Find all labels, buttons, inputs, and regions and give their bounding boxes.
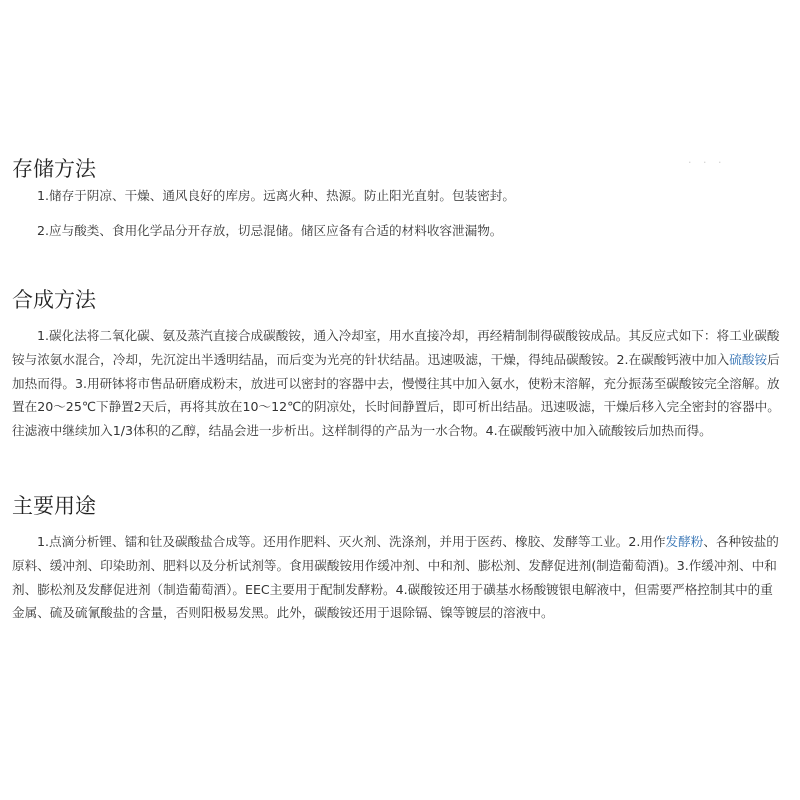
uses-heading: 主要用途 xyxy=(12,494,96,518)
storage-item-2: 2.应与酸类、食用化学品分开存放，切忌混储。储区应备有合适的材料收容泄漏物。 xyxy=(37,222,503,238)
uses-section xyxy=(12,492,782,625)
synthesis-heading: 合成方法 xyxy=(12,288,96,312)
faint-scan-artifact: · · · xyxy=(688,156,726,169)
uses-text-part1: 1.点滴分析锂、镭和钍及碳酸盐合成等。还用作肥料、灭火剂、洗涤剂，并用于医药、橡胶、发酵等工业。2.用作 xyxy=(37,534,666,549)
synthesis-text-part1: 1.碳化法将二氧化碳、氨及蒸汽直接合成碳酸铵，通入冷却室，用水直接冷却，再经精制制得碳酸铵成品。其反应式如下：将工业碳酸铵与浓氨水混合，冷却，先沉淀出半透明结晶，而后变为光亮的针状结晶。迅速吸滤，干燥，得纯品碳酸铵。2.在碳酸钙液中加入 xyxy=(12,328,780,367)
synthesis-text-part2: 后加热而得。3.用研钵将市售品研磨成粉末，放进可以密封的容器中去，慢慢往其中加入氨水，使粉末溶解，充分振荡至碳酸铵完全溶解。放置在20～25℃下静置2天后，再将其放在10～12℃的阴凉处，长时间静置后，即可析出结晶。迅速吸滤，干燥后移入完全密封的容器中。往滤液中继续加入1/3体积的乙醇，结晶会进一步析出。这样制得的产品为一水合物。4.在碳酸钙液中加入硫酸铵后加热而得。 xyxy=(12,351,780,439)
synthesis-section xyxy=(12,286,782,443)
uses-paragraph xyxy=(12,530,782,625)
storage-heading: 存储方法 xyxy=(12,157,96,181)
ammonium-sulfate-link[interactable]: 硫酸铵 xyxy=(729,351,768,367)
baking-powder-link[interactable]: 发酵粉 xyxy=(665,534,704,549)
storage-section xyxy=(12,155,782,243)
synthesis-paragraph xyxy=(12,324,782,443)
storage-item-1: 1.储存于阴凉、干燥、通风良好的库房。远离火种、热源。防止阳光直射。包装密封。 xyxy=(37,188,515,203)
uses-text-part2: 、各种铵盐的原料、缓冲剂、印染助剂、肥料以及分析试剂等。食用碳酸铵用作缓冲剂、中和剂、膨松剂、发酵促进剂(制造葡萄酒)。3.作缓冲剂、中和剂、膨松剂及发酵促进剂（制造葡萄酒）。EEC主要用于配制发酵粉。4.碳酸铵还用于磺基水杨酸镀银电解液中，但需要严格控制其中的重金属、硫及硫氰酸盐的含量，否则阳极易发黑。此外，碳酸铵还用于退除镉、镍等镀层的溶液中。 xyxy=(12,534,779,621)
